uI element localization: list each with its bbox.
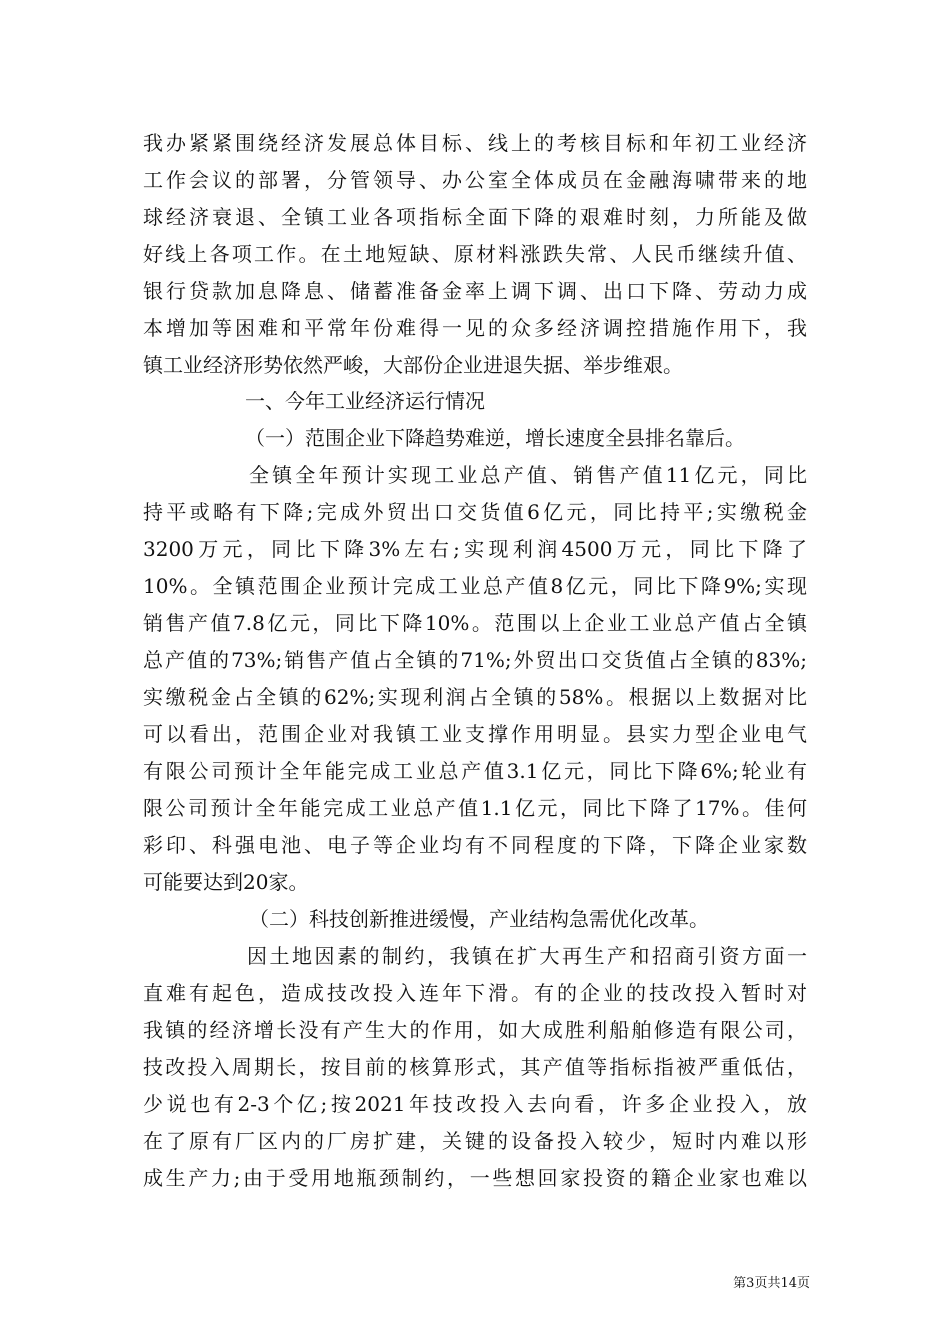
text-line: 好线上各项工作。在土地短缺、原材料涨跌失常、人民币继续升值、 xyxy=(143,242,807,266)
text-line: 彩印、科强电池、电子等企业均有不同程度的下降，下降企业家数 xyxy=(143,833,807,857)
page-number: 第3页共14页 xyxy=(733,1276,810,1291)
text-line: 实缴税金占全镇的62%;实现利润占全镇的58%。根据以上数据对比 xyxy=(143,685,807,709)
text-line: 直难有起色，造成技改投入连年下滑。有的企业的技改投入暂时对 xyxy=(143,981,807,1005)
text-line: 可能要达到20家。 xyxy=(143,870,309,894)
text-line: 持平或略有下降;完成外贸出口交货值6亿元，同比持平;实缴税金 xyxy=(143,500,807,524)
text-line: 限公司预计全年能完成工业总产值1.1亿元，同比下降了17%。佳何 xyxy=(143,796,807,820)
text-line: 总产值的73%;销售产值占全镇的71%;外贸出口交货值占全镇的83%; xyxy=(143,648,807,672)
text-line: 可以看出，范围企业对我镇工业支撑作用明显。县实力型企业电气 xyxy=(143,722,807,746)
subsection-heading: （二）科技创新推进缓慢，产业结构急需优化改革。 xyxy=(249,907,709,931)
text-line: 3200万元，同比下降3%左右;实现利润4500万元，同比下降了 xyxy=(143,537,807,561)
subsection-heading: （一）范围企业下降趋势难逆，增长速度全县排名靠后。 xyxy=(245,426,745,450)
text-line: 销售产值7.8亿元，同比下降10%。范围以上企业工业总产值占全镇 xyxy=(143,611,807,635)
text-line: 10%。全镇范围企业预计完成工业总产值8亿元，同比下降9%;实现 xyxy=(143,574,807,598)
text-line: 工作会议的部署，分管领导、办公室全体成员在金融海啸带来的地 xyxy=(143,168,807,192)
text-line: 本增加等困难和平常年份难得一见的众多经济调控措施作用下，我 xyxy=(143,316,807,340)
text-line: 成生产力;由于受用地瓶颈制约，一些想回家投资的籍企业家也难以 xyxy=(143,1166,807,1190)
text-line: 因土地因素的制约，我镇在扩大再生产和招商引资方面一 xyxy=(247,944,807,968)
text-line: 我镇的经济增长没有产生大的作用，如大成胜利船舶修造有限公司， xyxy=(143,1018,807,1042)
text-line: 技改投入周期长，按目前的核算形式，其产值等指标指被严重低估， xyxy=(143,1055,807,1079)
text-line: 少说也有2-3个亿;按2021年技改投入去向看，许多企业投入，放 xyxy=(143,1092,807,1116)
text-line: 有限公司预计全年能完成工业总产值3.1亿元，同比下降6%;轮业有 xyxy=(143,759,807,783)
text-line: 我办紧紧围绕经济发展总体目标、线上的考核目标和年初工业经济 xyxy=(143,131,807,155)
text-line: 银行贷款加息降息、储蓄准备金率上调下调、出口下降、劳动力成 xyxy=(143,279,807,303)
section-heading: 一、今年工业经济运行情况 xyxy=(245,389,485,413)
text-line: 全镇全年预计实现工业总产值、销售产值11亿元，同比 xyxy=(249,463,807,487)
text-line: 球经济衰退、全镇工业各项指标全面下降的艰难时刻，力所能及做 xyxy=(143,205,807,229)
text-line: 镇工业经济形势依然严峻，大部份企业进退失据、举步维艰。 xyxy=(143,353,683,377)
text-line: 在了原有厂区内的厂房扩建，关键的设备投入较少，短时内难以形 xyxy=(143,1129,807,1153)
